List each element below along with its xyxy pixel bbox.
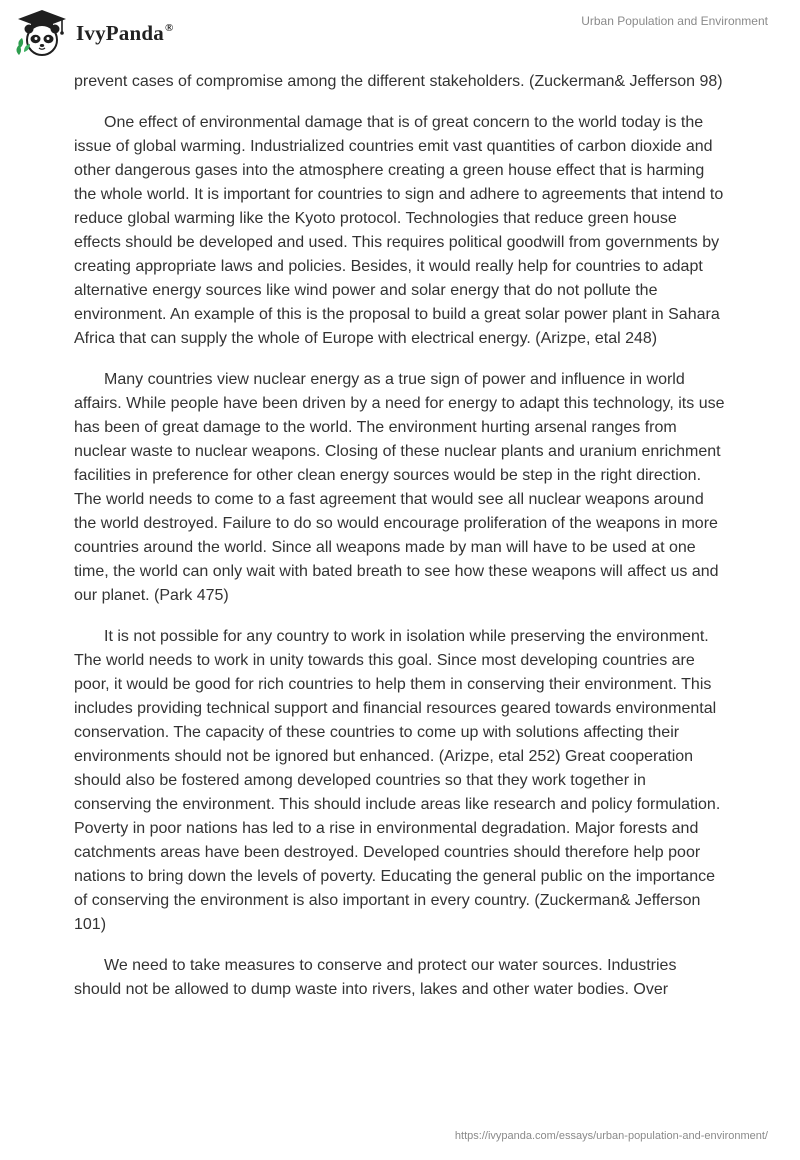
paragraph-continuation: prevent cases of compromise among the different stakeholders. (Zuckerman& Jefferson 98)	[74, 73, 723, 90]
document-title: Urban Population and Environment	[581, 14, 768, 28]
panda-graduate-icon	[14, 8, 70, 58]
paragraph: We need to take measures to conserve and protect our water sources. Industries should not be allowed to dump waste into rivers, lakes and other water bodies. Over	[74, 957, 677, 998]
brand-name-text: IvyPanda	[76, 20, 164, 45]
paragraph: Many countries view nuclear energy as a true sign of power and influence in world affairs. While people have been driven by a need for energy to adapt this technology, its use has been of great damage to the world. The environment hurting arsenal ranges from nuclear waste to nuclear weapons. Closing of these nuclear plants and uranium enrichment facilities in preference for other clean energy sources would be step in the right direction. The world needs to come to a fast agreement that would see all nuclear weapons around the world destroyed. Failure to do so would encourage proliferation of the weapons in more countries around the world. Since all weapons made by man will have to be used at one time, the world can only wait with bated breath to see how these weapons will affect us and our planet. (Park 475)	[74, 371, 725, 604]
source-url[interactable]: https://ivypanda.com/essays/urban-population-and-environment/	[454, 1130, 768, 1142]
brand-name	[76, 21, 173, 46]
paragraph: It is not possible for any country to work in isolation while preserving the environment. The world needs to work in unity towards this goal. Since most developing countries are poor, it would be good for rich countries to help them in conserving their environment. This includes providing technical support and financial resources geared towards environmental conservation. The capacity of these countries to come up with solutions affecting their environments should not be ignored but enhanced. (Arizpe, etal 252) Great cooperation should also be fostered among developed countries so that they work together in conserving the environment. This should include areas like research and policy formulation. Poverty in poor nations has led to a rise in environmental degradation. Major forests and catchments areas have been destroyed. Developed countries should therefore help poor nations to bring down the levels of poverty. Educating the general public on the importance of conserving the environment is also important in every country. (Zuckerman& Jefferson 101)	[74, 628, 721, 933]
ivypanda-logo[interactable]	[14, 8, 173, 58]
page-header	[0, 0, 800, 70]
registered-mark: ®	[164, 21, 174, 34]
essay-body	[74, 70, 726, 1019]
paragraph: One effect of environmental damage that is of great concern to the world today is the issue of global warming. Industrialized countries emit vast quantities of carbon dioxide and other dangerous gases into the atmosphere creating a green house effect that is harming the whole world. It is important for countries to sign and adhere to agreements that intend to reduce global warming like the Kyoto protocol. Technologies that reduce green house effects should be developed and used. This requires political goodwill from governments by creating appropriate laws and policies. Besides, it would really help for countries to adapt alternative energy sources like wind power and solar energy that do not pollute the environment. An example of this is the proposal to build a great solar power plant in Sahara Africa that can supply the whole of Europe with electrical energy. (Arizpe, etal 248)	[74, 114, 724, 347]
